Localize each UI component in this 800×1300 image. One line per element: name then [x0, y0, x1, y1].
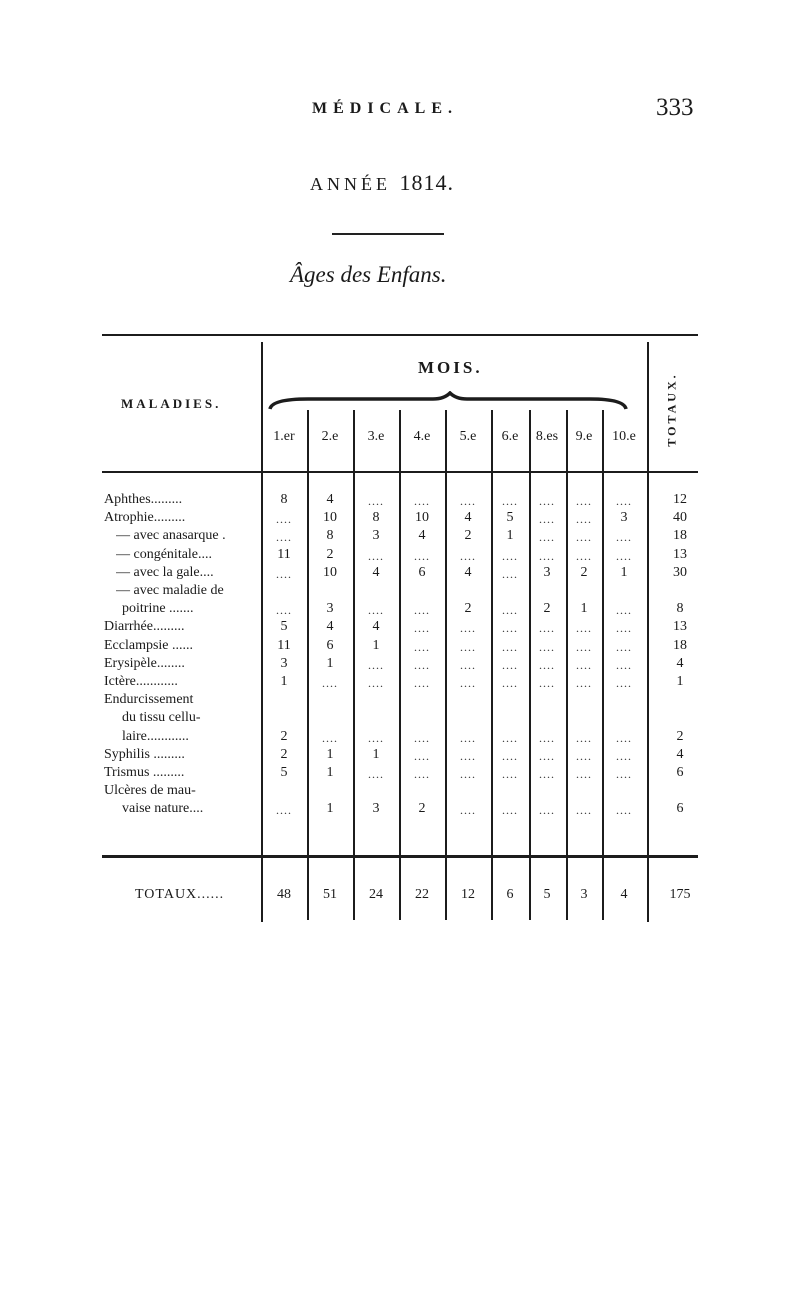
table-cell: .... — [616, 548, 632, 563]
table-cell: .... — [502, 803, 518, 818]
table-cell: .... — [502, 748, 518, 763]
table-cell: .... — [616, 530, 632, 545]
row-label: Ictère............ — [104, 674, 178, 689]
table-cell: .... — [414, 639, 430, 654]
table-cell: 4 — [464, 564, 472, 580]
table-cell: .... — [414, 676, 430, 690]
row-label: — avec anasarque . — [116, 528, 226, 544]
year-value: 1814. — [399, 170, 454, 195]
column-header: 6.e — [501, 429, 519, 444]
table-cell: .... — [276, 530, 292, 545]
row-total: 40 — [673, 510, 687, 526]
column-total: 51 — [323, 887, 337, 902]
table-cell: 5 — [280, 619, 288, 635]
table-cell: 4 — [372, 619, 380, 635]
table-cell: .... — [460, 639, 476, 654]
table-cell: .... — [576, 730, 592, 745]
table-cell: 2 — [280, 728, 288, 744]
table-cell: .... — [368, 603, 384, 618]
table-cell: .... — [502, 639, 518, 654]
table-cell: 8 — [372, 510, 380, 526]
table-cell: 8 — [280, 492, 288, 507]
table-cell: .... — [502, 676, 518, 690]
table-cell: .... — [576, 621, 592, 636]
table-top-rule — [102, 334, 698, 336]
row-label: — avec la gale.... — [116, 564, 214, 580]
row-total: 13 — [673, 546, 687, 562]
table-cell: 4 — [326, 492, 334, 507]
table-cell: 1 — [620, 564, 628, 580]
table-cell: .... — [502, 494, 518, 508]
table-cell: 3 — [620, 510, 628, 526]
table-cell: .... — [368, 767, 384, 781]
row-label: poitrine ....... — [122, 601, 194, 617]
table-cell: .... — [502, 767, 518, 781]
table-cell: .... — [460, 748, 476, 763]
totals-column-rule — [647, 342, 649, 922]
table-cell: 4 — [326, 619, 334, 635]
table-cell: 2 — [580, 564, 588, 580]
table-cell: 11 — [277, 637, 291, 653]
table-cell: .... — [502, 621, 518, 636]
table-cell: 1 — [326, 765, 334, 780]
table-cell: 5 — [280, 765, 288, 780]
table-cell: .... — [460, 621, 476, 636]
table-cell: .... — [414, 657, 430, 672]
table-cell: .... — [414, 730, 430, 745]
table-cell: 10 — [415, 510, 429, 526]
table-cell: 1 — [506, 528, 514, 544]
table-cell: .... — [616, 639, 632, 654]
months-header: MOIS. — [418, 358, 483, 377]
table-cell: 1 — [280, 674, 288, 689]
table-cell: .... — [502, 603, 518, 618]
totals-label: TOTAUX...... — [135, 887, 225, 902]
row-total: 6 — [676, 801, 684, 817]
column-total: 22 — [415, 887, 429, 902]
table-cell: .... — [576, 494, 592, 508]
column-header: 5.e — [459, 429, 477, 444]
row-label: Ecclampsie ...... — [104, 637, 194, 653]
column-total: 4 — [620, 887, 628, 902]
table-cell: .... — [460, 657, 476, 672]
column-header: 10.e — [612, 429, 636, 444]
table-cell: .... — [368, 548, 384, 563]
table-cell: .... — [616, 730, 632, 745]
table-cell: .... — [539, 512, 555, 527]
table-cell: .... — [539, 530, 555, 545]
totals-header: TOTAUX. — [664, 372, 679, 447]
row-label: Erysipèle........ — [104, 655, 185, 671]
table-cell: 2 — [326, 546, 334, 562]
table-cell: .... — [460, 494, 476, 508]
table-cell: .... — [576, 767, 592, 781]
grand-total: 175 — [669, 887, 691, 902]
table-cell: .... — [414, 767, 430, 781]
table-cell: 4 — [464, 510, 472, 526]
table-cell: .... — [616, 803, 632, 818]
year-label: ANNÉE — [310, 174, 391, 194]
column-rule — [353, 410, 355, 920]
table-cell: .... — [539, 748, 555, 763]
row-label: — congénitale.... — [116, 546, 213, 562]
table-cell: .... — [368, 657, 384, 672]
table-cell: .... — [539, 548, 555, 563]
table-cell: .... — [539, 494, 555, 508]
table-cell: .... — [460, 767, 476, 781]
diseases-header: MALADIES. — [121, 396, 222, 411]
row-total: 12 — [673, 492, 687, 507]
table-cell: .... — [322, 676, 338, 690]
table-cell: 3 — [372, 801, 380, 817]
table-cell: .... — [539, 639, 555, 654]
table-cell: 1 — [326, 655, 334, 671]
table-cell: .... — [576, 748, 592, 763]
table-cell: .... — [616, 748, 632, 763]
column-total: 5 — [543, 887, 551, 902]
table-subtitle: Âges des Enfans. — [290, 262, 447, 287]
table-cell: .... — [414, 548, 430, 563]
table-cell: .... — [576, 803, 592, 818]
row-total: 13 — [673, 619, 687, 635]
column-header: 3.e — [367, 429, 385, 444]
table-cell: .... — [322, 730, 338, 745]
column-header: 4.e — [413, 429, 431, 444]
table-cell: .... — [616, 494, 632, 508]
column-rule — [399, 410, 401, 920]
column-header: 8.es — [535, 429, 559, 444]
row-label: vaise nature.... — [122, 801, 204, 817]
row-total: 1 — [676, 674, 684, 689]
table-cell: .... — [539, 767, 555, 781]
row-label: Diarrhée......... — [104, 619, 185, 635]
row-total: 4 — [676, 746, 684, 762]
table-cell: .... — [576, 530, 592, 545]
column-rule — [307, 410, 309, 920]
table-cell: 1 — [326, 801, 334, 817]
row-total: 8 — [676, 601, 684, 617]
table-cell: .... — [414, 494, 430, 508]
row-label: Atrophie......... — [104, 510, 186, 526]
table-cell: .... — [276, 512, 292, 527]
row-label: Aphthes......... — [104, 492, 183, 507]
table-cell: .... — [616, 767, 632, 781]
table-cell: 6 — [326, 637, 334, 653]
table-cell: 2 — [280, 746, 288, 762]
table-cell: .... — [460, 548, 476, 563]
table-cell: .... — [576, 512, 592, 527]
table-cell: 1 — [372, 746, 380, 762]
table-cell: .... — [616, 603, 632, 618]
table-cell: 3 — [543, 564, 551, 580]
table-cell: .... — [539, 730, 555, 745]
table-cell: 5 — [506, 510, 514, 526]
table-cell: 3 — [326, 601, 334, 617]
table-cell: .... — [368, 730, 384, 745]
table-cell: .... — [576, 639, 592, 654]
table-cell: .... — [460, 803, 476, 818]
table-cell: .... — [368, 494, 384, 508]
row-total: 18 — [673, 637, 687, 653]
table-cell: 10 — [323, 564, 337, 580]
table-cell: .... — [414, 603, 430, 618]
table-cell: .... — [502, 566, 518, 581]
table-cell: .... — [616, 657, 632, 672]
table-cell: .... — [276, 803, 292, 818]
column-total: 48 — [277, 887, 291, 902]
table-cell: .... — [502, 657, 518, 672]
table-cell: .... — [539, 657, 555, 672]
row-total: 6 — [676, 765, 684, 780]
row-total: 18 — [673, 528, 687, 544]
column-total: 3 — [580, 887, 588, 902]
row-total: 4 — [676, 655, 684, 671]
table-cell: 3 — [372, 528, 380, 544]
column-total: 6 — [506, 887, 514, 902]
running-title: MÉDICALE. — [312, 100, 459, 117]
table-cell: .... — [276, 566, 292, 581]
table-cell: 2 — [464, 601, 472, 617]
column-total: 24 — [369, 887, 383, 902]
table-cell: .... — [539, 676, 555, 690]
row-total: 30 — [673, 564, 687, 580]
column-header: 9.e — [575, 429, 593, 444]
table-cell: .... — [460, 730, 476, 745]
table-cell: .... — [460, 676, 476, 690]
row-label: du tissu cellu- — [122, 710, 201, 726]
table-cell: 6 — [418, 564, 426, 580]
column-total: 12 — [461, 887, 475, 902]
table-cell: .... — [576, 676, 592, 690]
table-cell: 2 — [464, 528, 472, 544]
row-label: — avec maladie de — [116, 583, 224, 598]
table-cell: 1 — [372, 637, 380, 653]
table-cell: 2 — [543, 601, 551, 617]
table-cell: .... — [576, 548, 592, 563]
brace-icon — [268, 391, 628, 413]
table-cell: .... — [414, 621, 430, 636]
table-cell: .... — [368, 676, 384, 690]
column-header: 2.e — [321, 429, 339, 444]
table-cell: .... — [539, 621, 555, 636]
table-cell: .... — [616, 676, 632, 690]
table-cell: 3 — [280, 655, 288, 671]
column-header: 1.er — [273, 429, 295, 444]
table-cell: 1 — [326, 746, 334, 762]
table-cell: .... — [502, 730, 518, 745]
table-cell: .... — [502, 548, 518, 563]
table-cell: .... — [576, 657, 592, 672]
table-cell: 4 — [418, 528, 426, 544]
table-cell: .... — [616, 621, 632, 636]
table-cell: 4 — [372, 564, 380, 580]
table-cell: 8 — [326, 528, 334, 544]
row-label: laire............ — [122, 728, 189, 744]
table-cell: 11 — [277, 546, 291, 562]
row-total: 2 — [676, 728, 684, 744]
column-rule — [445, 410, 447, 920]
table-cell: .... — [539, 803, 555, 818]
table-cell: .... — [414, 748, 430, 763]
page-number: 333 — [656, 94, 694, 121]
table-cell: 2 — [418, 801, 426, 817]
row-label: Ulcères de mau- — [104, 783, 196, 799]
row-label: Endurcissement — [104, 692, 194, 708]
row-label: Trismus ......... — [104, 765, 185, 780]
table-cell: .... — [276, 603, 292, 618]
table-cell: 10 — [323, 510, 337, 526]
table-cell: 1 — [580, 601, 588, 617]
row-label: Syphilis ......... — [104, 746, 185, 762]
